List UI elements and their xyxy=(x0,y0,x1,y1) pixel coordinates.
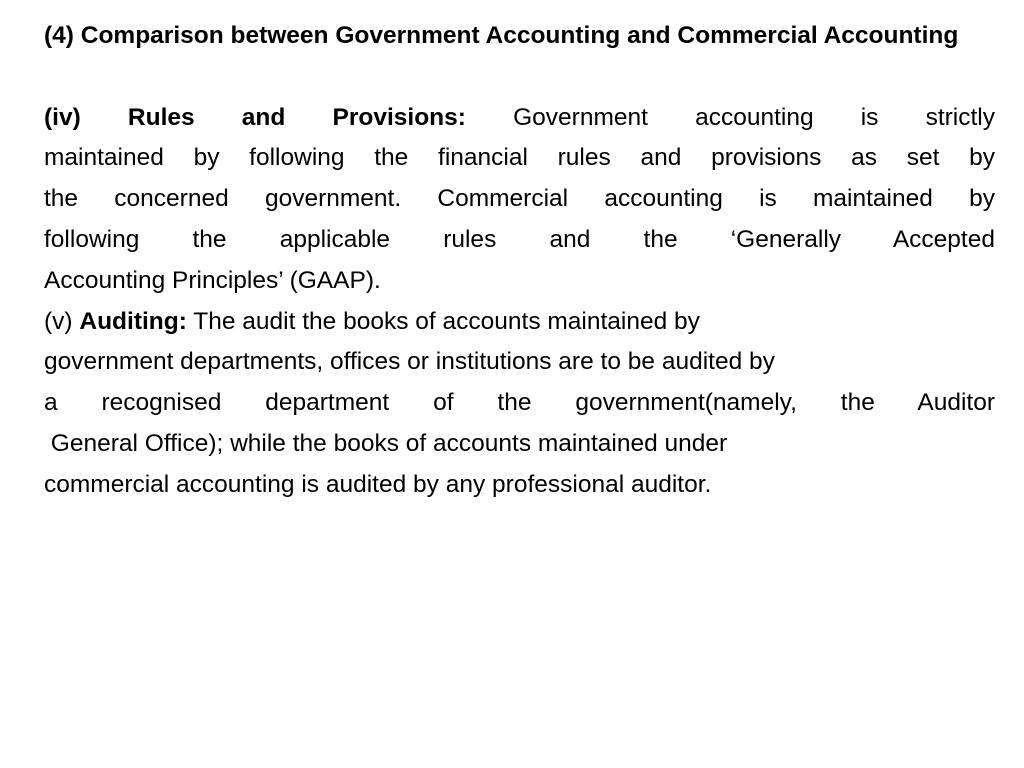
slide-heading: (4) Comparison between Government Accounting and Commercial Accounting xyxy=(44,22,959,49)
auditing-line-5: commercial accounting is audited by any professional auditor. xyxy=(44,470,712,498)
auditing-paragraph xyxy=(44,302,995,506)
rules-label: (iv) Rules and Provisions: xyxy=(44,103,466,131)
auditing-line-4: General Office); while the books of accounts maintained under xyxy=(44,429,728,457)
rules-line-5: Accounting Principles’ (GAAP). xyxy=(44,266,381,294)
rules-paragraph xyxy=(44,98,995,302)
auditing-text-1: The audit the books of accounts maintained by xyxy=(193,307,700,335)
auditing-line-2: government departments, offices or institutions are to be audited by xyxy=(44,348,775,376)
auditing-label: Auditing: xyxy=(79,307,187,335)
rules-line-3: the concerned government. Commercial accounting is maintained by xyxy=(44,185,995,213)
auditing-line-3: a recognised department of the government(namely, the Auditor xyxy=(44,389,995,417)
rules-line-1 xyxy=(44,98,995,139)
rules-text-1: Government accounting is strictly xyxy=(513,103,996,131)
auditing-line-1 xyxy=(44,302,995,343)
spacer xyxy=(44,57,995,98)
auditing-prefix: (v) xyxy=(44,307,73,335)
rules-line-2: maintained by following the financial rules and provisions as set by xyxy=(44,144,995,172)
rules-line-4: following the applicable rules and the ‘Generally Accepted xyxy=(44,225,995,253)
slide-content xyxy=(44,16,995,506)
